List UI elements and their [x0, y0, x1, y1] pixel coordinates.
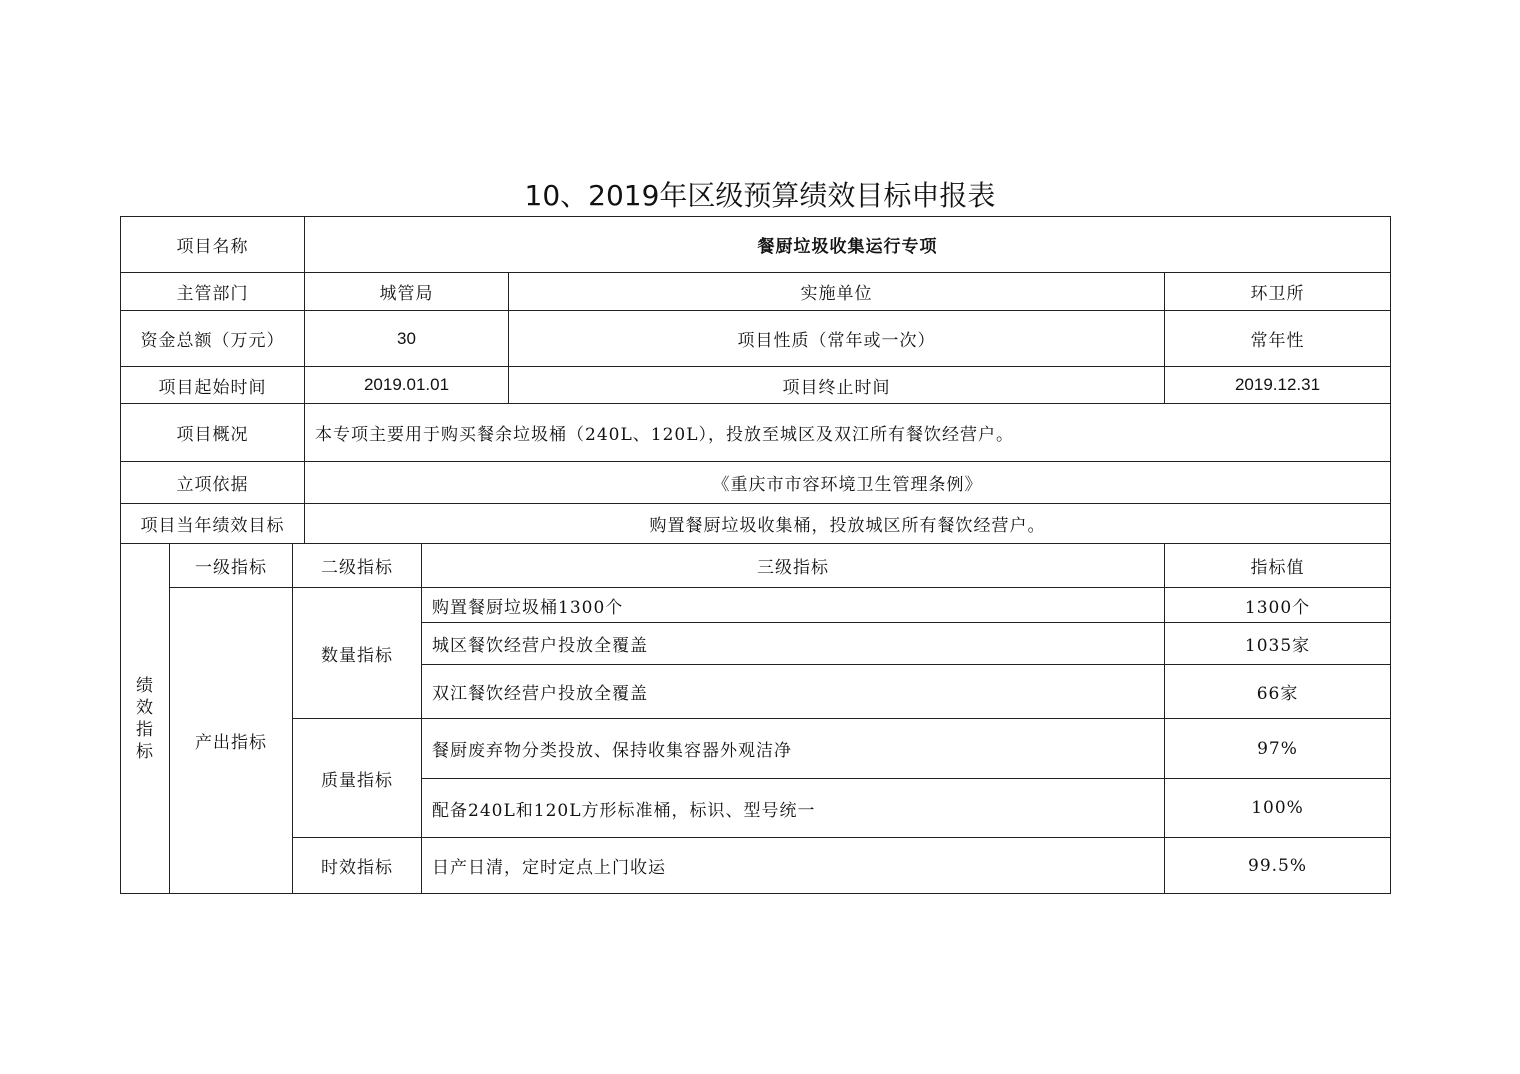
indicator-value: 66家 — [1165, 665, 1391, 719]
indicator-value: 100% — [1165, 779, 1391, 838]
nature-value: 常年性 — [1165, 311, 1391, 367]
header-level1: 一级指标 — [170, 544, 293, 588]
table-row — [121, 588, 1391, 623]
indicator-section-text: 绩效指标 — [136, 675, 154, 762]
project-name-value: 餐厨垃圾收集运行专项 — [305, 217, 1391, 273]
indicator-value: 1300个 — [1165, 588, 1391, 623]
project-name-label: 项目名称 — [121, 217, 305, 273]
dept-label: 主管部门 — [121, 273, 305, 311]
page-title: 10、2019年区级预算绩效目标申报表 — [524, 179, 996, 212]
start-value: 2019.01.01 — [305, 367, 509, 404]
header-level2: 二级指标 — [293, 544, 422, 588]
end-value: 2019.12.31 — [1165, 367, 1391, 404]
start-label: 项目起始时间 — [121, 367, 305, 404]
indicator-text: 城区餐饮经营户投放全覆盖 — [422, 623, 1165, 665]
time-row — [121, 367, 1391, 404]
group-quantity: 数量指标 — [293, 588, 422, 719]
group-timeliness: 时效指标 — [293, 838, 422, 894]
fund-row — [121, 311, 1391, 367]
overview-row — [121, 404, 1391, 462]
basis-label: 立项依据 — [121, 462, 305, 504]
table-row — [121, 719, 1391, 779]
goal-label: 项目当年绩效目标 — [121, 504, 305, 544]
goal-row — [121, 504, 1391, 544]
project-name-row — [121, 217, 1391, 273]
indicator-text: 配备240L和120L方形标准桶，标识、型号统一 — [422, 779, 1165, 838]
fund-label: 资金总额（万元） — [121, 311, 305, 367]
goal-value: 购置餐厨垃圾收集桶，投放城区所有餐饮经营户。 — [305, 504, 1391, 544]
table-row — [121, 838, 1391, 894]
basis-value: 《重庆市市容环境卫生管理条例》 — [305, 462, 1391, 504]
impl-label: 实施单位 — [509, 273, 1165, 311]
basis-row — [121, 462, 1391, 504]
dept-value: 城管局 — [305, 273, 509, 311]
impl-value: 环卫所 — [1165, 273, 1391, 311]
indicator-value: 99.5% — [1165, 838, 1391, 894]
header-value: 指标值 — [1165, 544, 1391, 588]
indicator-header-row — [121, 544, 1391, 588]
header-level3: 三级指标 — [422, 544, 1165, 588]
indicator-section-label — [121, 544, 170, 894]
nature-label: 项目性质（常年或一次） — [509, 311, 1165, 367]
indicator-value: 97% — [1165, 719, 1391, 779]
performance-target-form — [120, 216, 1391, 894]
indicator-text: 购置餐厨垃圾桶1300个 — [422, 588, 1165, 623]
overview-value: 本专项主要用于购买餐余垃圾桶（240L、120L），投放至城区及双江所有餐饮经营户。 — [305, 404, 1391, 462]
indicator-text: 日产日清，定时定点上门收运 — [422, 838, 1165, 894]
end-label: 项目终止时间 — [509, 367, 1165, 404]
fund-value: 30 — [305, 311, 509, 367]
level1-output: 产出指标 — [170, 588, 293, 894]
overview-label: 项目概况 — [121, 404, 305, 462]
indicator-text: 双江餐饮经营户投放全覆盖 — [422, 665, 1165, 719]
indicator-value: 1035家 — [1165, 623, 1391, 665]
indicator-text: 餐厨废弃物分类投放、保持收集容器外观洁净 — [422, 719, 1165, 779]
dept-row — [121, 273, 1391, 311]
group-quality: 质量指标 — [293, 719, 422, 838]
